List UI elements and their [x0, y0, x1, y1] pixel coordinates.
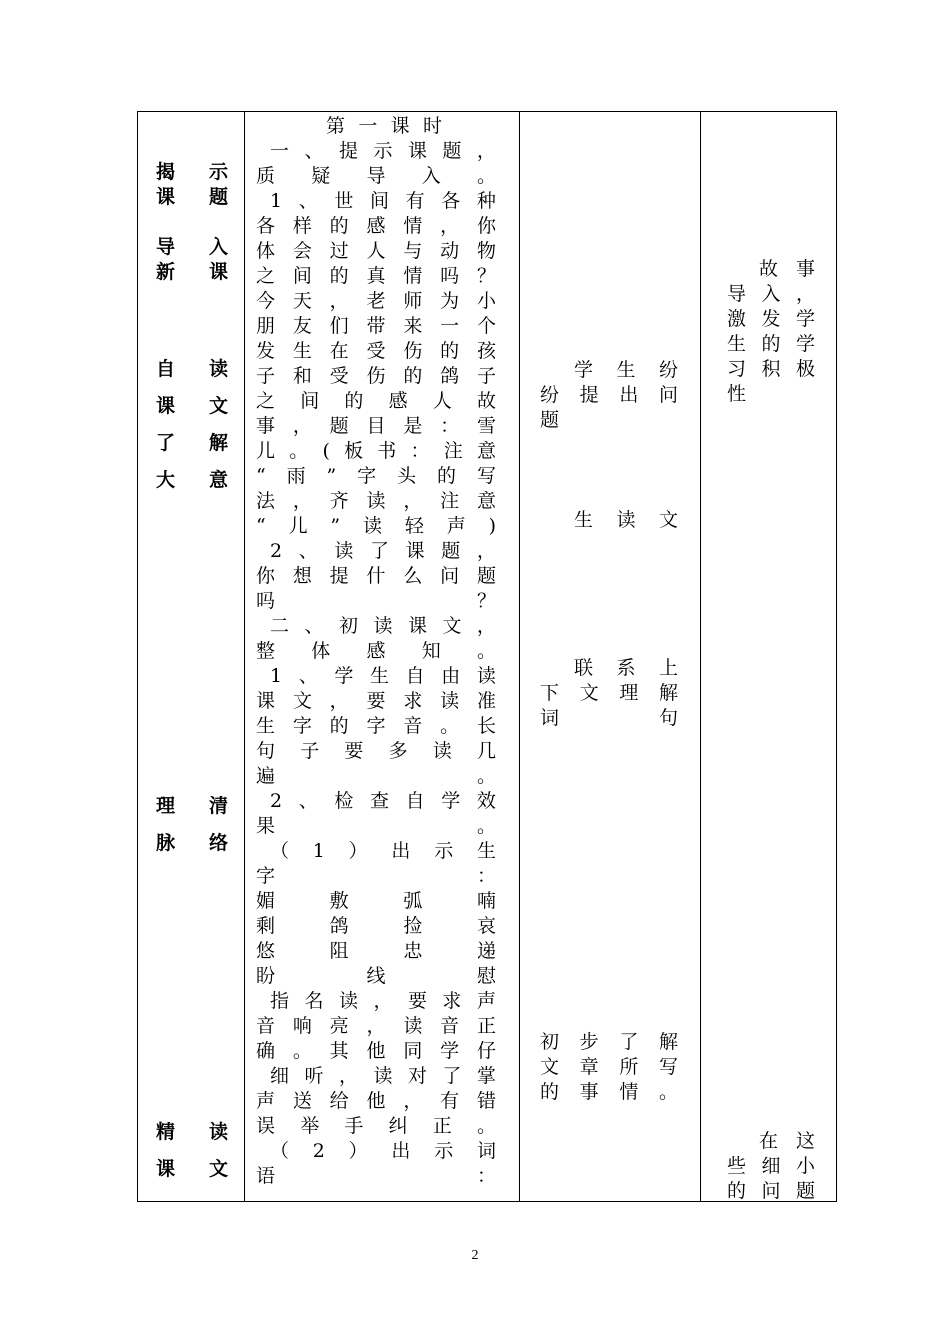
process-text-line: 之 间 的 感 人 故	[256, 390, 496, 412]
student-activity-line: 学 生 纷	[574, 359, 678, 381]
process-text-line: 体 会 过 人 与 动 物	[256, 240, 496, 262]
process-text-line: 生 字 的 字 音 。 长	[256, 715, 496, 737]
stage-label: 自 读	[156, 358, 228, 380]
stage-label: 精 读	[156, 1121, 228, 1143]
student-activity-line: 生 读 文	[574, 509, 678, 531]
process-text-line: 之 间 的 真 情 吗 ？	[256, 265, 496, 287]
process-text-line: 音 响 亮 ， 读 音 正	[256, 1015, 496, 1037]
process-text-line: 字 ：	[256, 865, 496, 887]
process-text-line: 剩 鸽 捡 哀	[256, 915, 496, 937]
process-text-line: 2 、 检 查 自 学 效	[270, 790, 496, 812]
process-text-line: “ 儿 ” 读 轻 声 )	[256, 515, 496, 537]
process-text-line: 媚 敷 弧 喃	[256, 890, 496, 912]
process-text-line: 语 ：	[256, 1165, 496, 1187]
process-text-line: 二 、 初 读 课 文 ，	[270, 615, 496, 637]
stage-label: 理 清	[156, 795, 228, 817]
design-intent-line: 生 的 学	[727, 333, 815, 355]
process-text-line: 句 子 要 多 读 几	[256, 740, 496, 762]
process-text-line: 今 天 ， 老 师 为 小	[256, 290, 496, 312]
stage-label: 了 解	[156, 432, 228, 454]
process-text-line: 发 生 在 受 伤 的 孩	[256, 340, 496, 362]
stage-label: 大 意	[156, 469, 228, 491]
process-text-line: 儿 。 ( 板 书 ： 注 意	[256, 440, 496, 462]
process-text-line: “ 雨 ” 字 头 的 写	[256, 465, 496, 487]
design-intent-line: 性	[727, 383, 747, 405]
process-text-line: 你 想 提 什 么 问 题	[256, 565, 496, 587]
process-text-line: 声 送 给 他 ， 有 错	[256, 1090, 496, 1112]
process-text-line: 悠 阻 忠 递	[256, 940, 496, 962]
process-text-line: 子 和 受 伤 的 鸽 子	[256, 365, 496, 387]
process-text-line: 2 、 读 了 课 题 ，	[270, 540, 496, 562]
column-divider	[244, 112, 245, 1201]
process-text-line: 朋 友 们 带 来 一 个	[256, 315, 496, 337]
process-text-line: 盼 线 慰	[256, 965, 496, 987]
design-intent-line: 导 入 ，	[727, 283, 815, 305]
process-text-line: 果 。	[256, 815, 496, 837]
page-number: 2	[471, 1248, 479, 1263]
student-activity-line: 初 步 了 解	[540, 1031, 678, 1053]
stage-label: 课 文	[156, 1158, 228, 1180]
lesson-session-title: 第 一 课 时	[326, 115, 442, 137]
lesson-plan-table	[137, 111, 837, 1202]
stage-label: 课 文	[156, 395, 228, 417]
student-activity-line: 联 系 上	[574, 657, 678, 679]
student-activity-line: 文 章 所 写	[540, 1056, 678, 1078]
stage-label: 新 课	[156, 261, 228, 283]
process-text-line: 质 疑 导 入 。	[256, 165, 496, 187]
process-text-line: （ 2 ） 出 示 词	[270, 1140, 496, 1162]
stage-label: 课 题	[156, 186, 228, 208]
process-text-line: 一 、 提 示 课 题 ，	[270, 140, 496, 162]
design-intent-line: 激 发 学	[727, 308, 815, 330]
process-text-line: 吗 ？	[256, 590, 496, 612]
student-activity-line: 词 句	[540, 707, 678, 729]
stage-label: 导 入	[156, 236, 228, 258]
design-intent-line: 些 细 小	[727, 1155, 815, 1177]
student-activity-line: 纷 提 出 问	[540, 384, 678, 406]
column-divider	[519, 112, 520, 1201]
process-text-line: 法 ， 齐 读 ， 注 意	[256, 490, 496, 512]
student-activity-line: 的 事 情 。	[540, 1081, 678, 1103]
process-text-line: 指 名 读 ， 要 求 声	[270, 990, 496, 1012]
process-text-line: 各 样 的 感 情 ， 你	[256, 215, 496, 237]
process-text-line: 课 文 ， 要 求 读 准	[256, 690, 496, 712]
process-text-line: 遍 。	[256, 765, 496, 787]
process-text-line: 1 、 世 间 有 各 种	[270, 190, 496, 212]
process-text-line: 细 听 ， 读 对 了 掌	[270, 1065, 496, 1087]
process-text-line: 误 举 手 纠 正 。	[256, 1115, 496, 1137]
stage-label: 脉 络	[156, 832, 228, 854]
design-intent-line: 习 积 极	[727, 358, 815, 380]
stage-label: 揭 示	[156, 161, 228, 183]
design-intent-line: 的 问 题	[727, 1180, 815, 1202]
design-intent-line: 在 这	[759, 1130, 815, 1152]
student-activity-line: 下 文 理 解	[540, 682, 678, 704]
process-text-line: 事 ， 题 目 是 ： 雪	[256, 415, 496, 437]
design-intent-line: 故 事	[759, 258, 815, 280]
process-text-line: 确 。 其 他 同 学 仔	[256, 1040, 496, 1062]
process-text-line: （ 1 ） 出 示 生	[270, 840, 496, 862]
column-divider	[700, 112, 701, 1201]
process-text-line: 1 、 学 生 自 由 读	[270, 665, 496, 687]
student-activity-line: 题	[540, 409, 560, 431]
process-text-line: 整 体 感 知 。	[256, 640, 496, 662]
